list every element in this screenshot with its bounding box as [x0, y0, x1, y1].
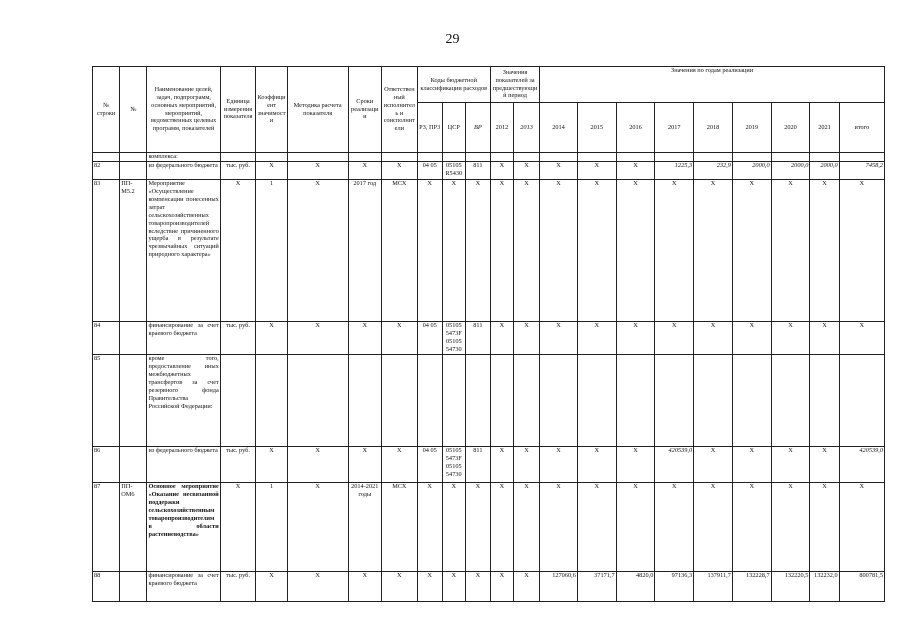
row-name: финансирование за счет краевого бюджета [147, 572, 220, 602]
header-2013: 2013 [513, 103, 539, 153]
row-2017: X [655, 483, 694, 572]
row-2016: X [616, 322, 655, 355]
header-impl: Значения по годам реализации [540, 67, 885, 103]
csr-code-1: 05105 5473F [445, 447, 462, 462]
row-2017: 420539,0 [655, 447, 694, 483]
header-name: Наименование целей, задач, подпрограмм, основных мероприятий, мероприятий, ведомственных целевых программ, показателей [147, 67, 220, 153]
row-number: 84 [93, 322, 120, 355]
row-2021: X [810, 322, 839, 355]
header-2017: 2017 [655, 103, 694, 153]
row-2015: X [577, 180, 616, 322]
row-total: X [839, 180, 884, 322]
row-2012: X [490, 483, 513, 572]
row-resp: X [382, 447, 418, 483]
row-rz: 04 05 [417, 447, 442, 483]
row-unit: тыс. руб. [220, 322, 256, 355]
row-2015: X [577, 447, 616, 483]
row-2014: 127060,6 [540, 572, 578, 602]
row-method: X [287, 322, 348, 355]
row-2018: X [694, 180, 733, 322]
table-row [93, 180, 885, 322]
row-vr: 811 [465, 322, 490, 355]
row-2012: X [490, 322, 513, 355]
row-method: X [287, 447, 348, 483]
row-2016: X [616, 180, 655, 322]
table-row [93, 483, 885, 572]
header-vr: ВР [465, 103, 490, 153]
row-2016: X [616, 447, 655, 483]
row-csr [442, 322, 465, 355]
page-number: 29 [445, 32, 460, 47]
row-terms: X [348, 447, 382, 483]
row-method: X [287, 483, 348, 572]
row-2018: X [694, 322, 733, 355]
row-code: ПП-ОМ6 [120, 483, 147, 572]
row-coef: 1 [256, 180, 287, 322]
row-resp: МСХ [382, 483, 418, 572]
table-row [93, 355, 885, 447]
row-resp: X [382, 572, 418, 602]
row-csr: 05105 R5430 [442, 162, 465, 180]
row-unit: X [220, 483, 256, 572]
row-2017: 97136,3 [655, 572, 694, 602]
row-rz: 04 05 [417, 162, 442, 180]
row-unit: тыс. руб. [220, 162, 256, 180]
row-2016: X [616, 162, 655, 180]
header-method: Методика расчета показателя [287, 67, 348, 153]
row-name: из федерального бюджета [147, 447, 220, 483]
row-2012: X [490, 180, 513, 322]
row-2021: X [810, 483, 839, 572]
header-2021: 2021 [810, 103, 839, 153]
row-2018: 232,9 [694, 162, 733, 180]
row-2014: X [540, 322, 578, 355]
row-csr: X [442, 180, 465, 322]
table-row [93, 153, 885, 162]
row-2015: X [577, 322, 616, 355]
row-2014: X [540, 162, 578, 180]
row-2017: X [655, 180, 694, 322]
row-2014: X [540, 447, 578, 483]
csr-code-1: 05105 5473F [445, 322, 462, 337]
row-2019: X [732, 180, 771, 322]
row-csr: X [442, 572, 465, 602]
row-resp: МСХ [382, 180, 418, 322]
row-2015: 37171,7 [577, 572, 616, 602]
row-2020: 2000,0 [771, 162, 810, 180]
row-vr: 811 [465, 447, 490, 483]
header-2014: 2014 [540, 103, 578, 153]
row-name: финансирование за счет краевого бюджета [147, 322, 220, 355]
row-2012: X [490, 162, 513, 180]
row-csr [442, 447, 465, 483]
row-2016: X [616, 483, 655, 572]
row-coef: X [256, 162, 287, 180]
row-2020: X [771, 483, 810, 572]
row-number: 83 [93, 180, 120, 322]
row-vr: X [465, 572, 490, 602]
row-total: 420539,0 [839, 447, 884, 483]
row-unit: тыс. руб. [220, 572, 256, 602]
row-2012: X [490, 447, 513, 483]
row-2013: X [513, 180, 539, 322]
row-coef: 1 [256, 483, 287, 572]
row-unit: тыс. руб. [220, 447, 256, 483]
row-total: X [839, 483, 884, 572]
row-name: из федерального бюджета [147, 162, 220, 180]
row-vr: X [465, 483, 490, 572]
row-number: 86 [93, 447, 120, 483]
row-2019: 132228,7 [732, 572, 771, 602]
table-row [93, 322, 885, 355]
header-resp: Ответственный исполнитель и соисполнители [382, 67, 418, 153]
row-2015: X [577, 162, 616, 180]
header-csr: ЦСР [442, 103, 465, 153]
csr-code-2: 05105 54730 [445, 337, 462, 353]
row-terms: 2014-2021 годы [348, 483, 382, 572]
header-unit: Единица измерения показателя [220, 67, 256, 153]
row-2018: 137911,7 [694, 572, 733, 602]
row-terms: X [348, 322, 382, 355]
row-vr: 811 [465, 162, 490, 180]
header-no: № [120, 67, 147, 153]
table-row [93, 572, 885, 602]
row-csr: X [442, 483, 465, 572]
row-2017: 1225,3 [655, 162, 694, 180]
row-2019: X [732, 483, 771, 572]
row-unit: X [220, 180, 256, 322]
row-rz: 04 05 [417, 322, 442, 355]
row-name: Основное мероприятие «Оказание несвязанной поддержки сельскохозяйственным товаропроизводителям в области растениеводства» [147, 483, 220, 572]
row-number: 87 [93, 483, 120, 572]
row-2021: 2000,0 [810, 162, 839, 180]
row-2020: X [771, 322, 810, 355]
row-2015: X [577, 483, 616, 572]
row-2021: 132232,0 [810, 572, 839, 602]
indicators-table [92, 66, 885, 602]
row-code: ПП-М5.2 [120, 180, 147, 322]
header-terms: Сроки реализации [348, 67, 382, 153]
row-2021: X [810, 180, 839, 322]
row-2013: X [513, 162, 539, 180]
row-2021: X [810, 447, 839, 483]
header-2015: 2015 [577, 103, 616, 153]
row-resp: X [382, 322, 418, 355]
row-2020: X [771, 180, 810, 322]
row-2016: 4820,0 [616, 572, 655, 602]
row-number: 85 [93, 355, 120, 447]
row-2012: X [490, 572, 513, 602]
header-2020: 2020 [771, 103, 810, 153]
row-number: 82 [93, 162, 120, 180]
header-prev: Значения показателей за предшествующий период [490, 67, 539, 103]
row-name: комплекса: [147, 153, 220, 162]
row-coef: X [256, 447, 287, 483]
row-resp: X [382, 162, 418, 180]
row-vr: X [465, 180, 490, 322]
row-rz: X [417, 572, 442, 602]
row-2013: X [513, 322, 539, 355]
header-codes: Коды бюджетной классификации расходов [417, 67, 490, 103]
row-terms: X [348, 162, 382, 180]
table-row [93, 447, 885, 483]
row-method: X [287, 180, 348, 322]
row-2013: X [513, 447, 539, 483]
row-rz: X [417, 180, 442, 322]
row-coef: X [256, 572, 287, 602]
row-2019: X [732, 322, 771, 355]
header-2016: 2016 [616, 103, 655, 153]
header-coef: Коэффициент значимости [256, 67, 287, 153]
row-2018: X [694, 483, 733, 572]
row-method: X [287, 572, 348, 602]
row-2018: X [694, 447, 733, 483]
header-row-no: № строки [93, 67, 120, 153]
row-total: 7458,2 [839, 162, 884, 180]
row-2019: 2000,0 [732, 162, 771, 180]
row-2014: X [540, 483, 578, 572]
row-terms: 2017 год [348, 180, 382, 322]
row-2014: X [540, 180, 578, 322]
row-terms: X [348, 572, 382, 602]
row-number: 88 [93, 572, 120, 602]
row-2013: X [513, 572, 539, 602]
row-name: кроме того, предоставление иных межбюджетных трансфертов за счет резервного фонда Правительства Российской Федерации: [147, 355, 220, 447]
row-coef: X [256, 322, 287, 355]
row-name: Мероприятие «Осуществление компенсации понесенных затрат сельскохозяйственных товаропроизводителей вследствие причиненного ущерба в результате чрезвычайных ситуаций природного характера» [147, 180, 220, 322]
row-2017: X [655, 322, 694, 355]
header-total: итого [839, 103, 884, 153]
row-2019: X [732, 447, 771, 483]
row-method: X [287, 162, 348, 180]
csr-code-2: 05105 54730 [445, 462, 462, 478]
header-2018: 2018 [694, 103, 733, 153]
row-total: 800781,5 [839, 572, 884, 602]
row-2020: 132220,5 [771, 572, 810, 602]
table-row [93, 162, 885, 180]
row-2013: X [513, 483, 539, 572]
header-rz: РЗ, ПР3 [417, 103, 442, 153]
header-2019: 2019 [732, 103, 771, 153]
row-2020: X [771, 447, 810, 483]
row-rz: X [417, 483, 442, 572]
row-total: X [839, 322, 884, 355]
header-2012: 2012 [490, 103, 513, 153]
